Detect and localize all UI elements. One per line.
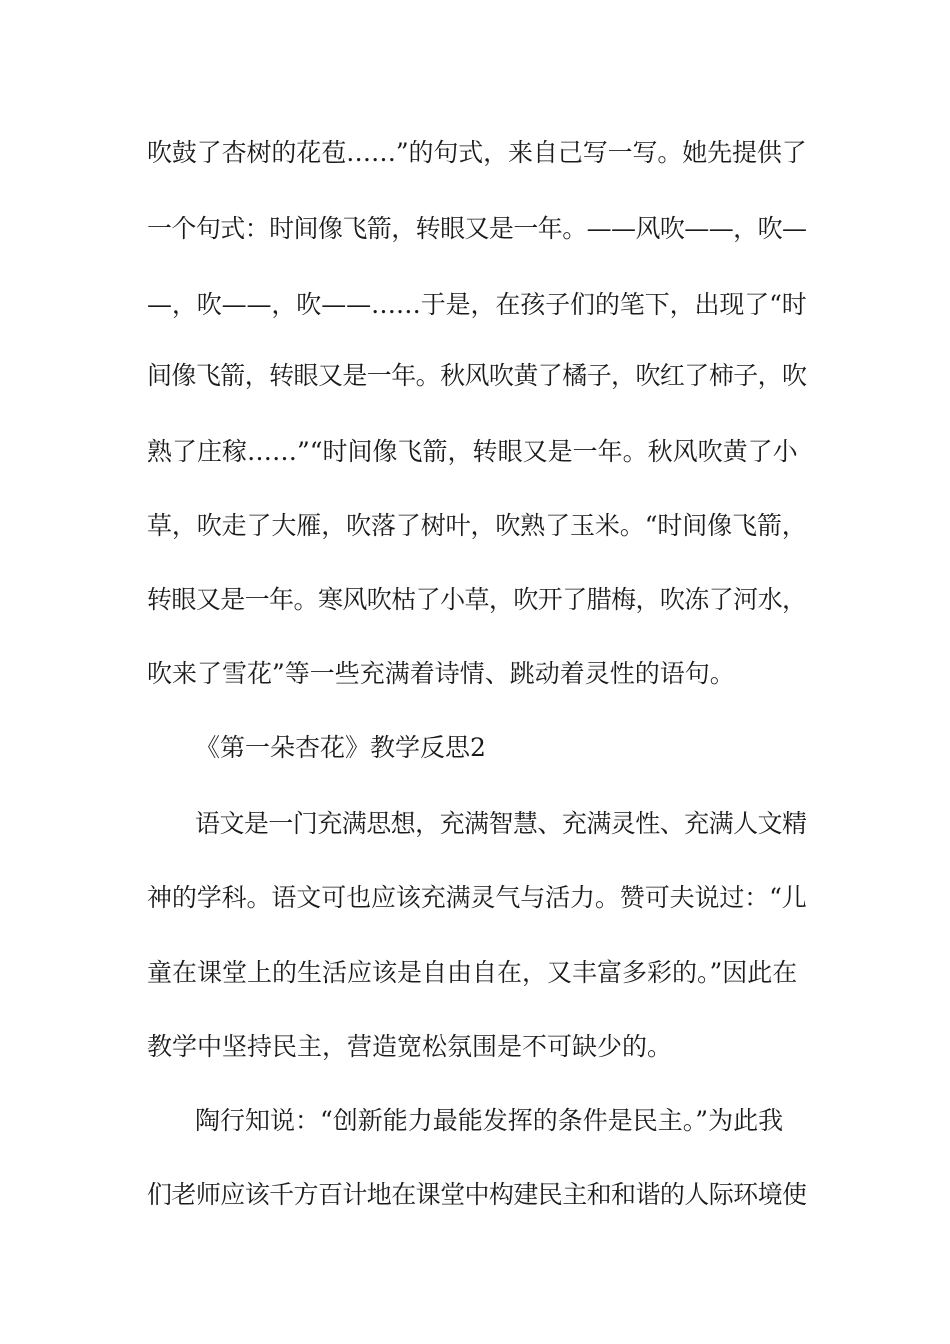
paragraph-1-line-3: —，吹——，吹——……于是，在孩子们的笔下，出现了“时 [147,290,807,319]
section-heading: 《第一朵杏花》教学反思2 [195,733,486,762]
paragraph-1-line-1: 吹鼓了杏树的花苞……”的句式，来自己写一写。她先提供了 [147,138,807,167]
paragraph-3-line-2: 们老师应该千方百计地在课堂中构建民主和和谐的人际环境使 [147,1180,807,1209]
paragraph-3-line-1: 陶行知说：“创新能力最能发挥的条件是民主。”为此我 [195,1106,784,1135]
paragraph-1-line-4: 间像飞箭，转眼又是一年。秋风吹黄了橘子，吹红了柿子，吹 [147,361,807,390]
paragraph-1-line-8: 吹来了雪花”等一些充满着诗情、跳动着灵性的语句。 [147,659,735,688]
paragraph-2-line-1: 语文是一门充满思想，充满智慧、充满灵性、充满人文精 [195,809,807,838]
paragraph-2-line-4: 教学中坚持民主，营造宽松氛围是不可缺少的。 [147,1032,673,1061]
paragraph-2-line-2: 神的学科。语文可也应该充满灵气与活力。赞可夫说过：“儿 [147,883,807,912]
paragraph-2-line-3: 童在课堂上的生活应该是自由自在，又丰富多彩的。”因此在 [147,958,798,987]
paragraph-1-line-2: 一个句式：时间像飞箭，转眼又是一年。——风吹——，吹— [147,214,807,243]
paragraph-1-line-7: 转眼又是一年。寒风吹枯了小草，吹开了腊梅，吹冻了河水， [147,585,807,614]
paragraph-1-line-5: 熟了庄稼……”“时间像飞箭，转眼又是一年。秋风吹黄了小 [147,437,798,466]
paragraph-1-line-6: 草，吹走了大雁，吹落了树叶，吹熟了玉米。“时间像飞箭， [147,511,807,540]
